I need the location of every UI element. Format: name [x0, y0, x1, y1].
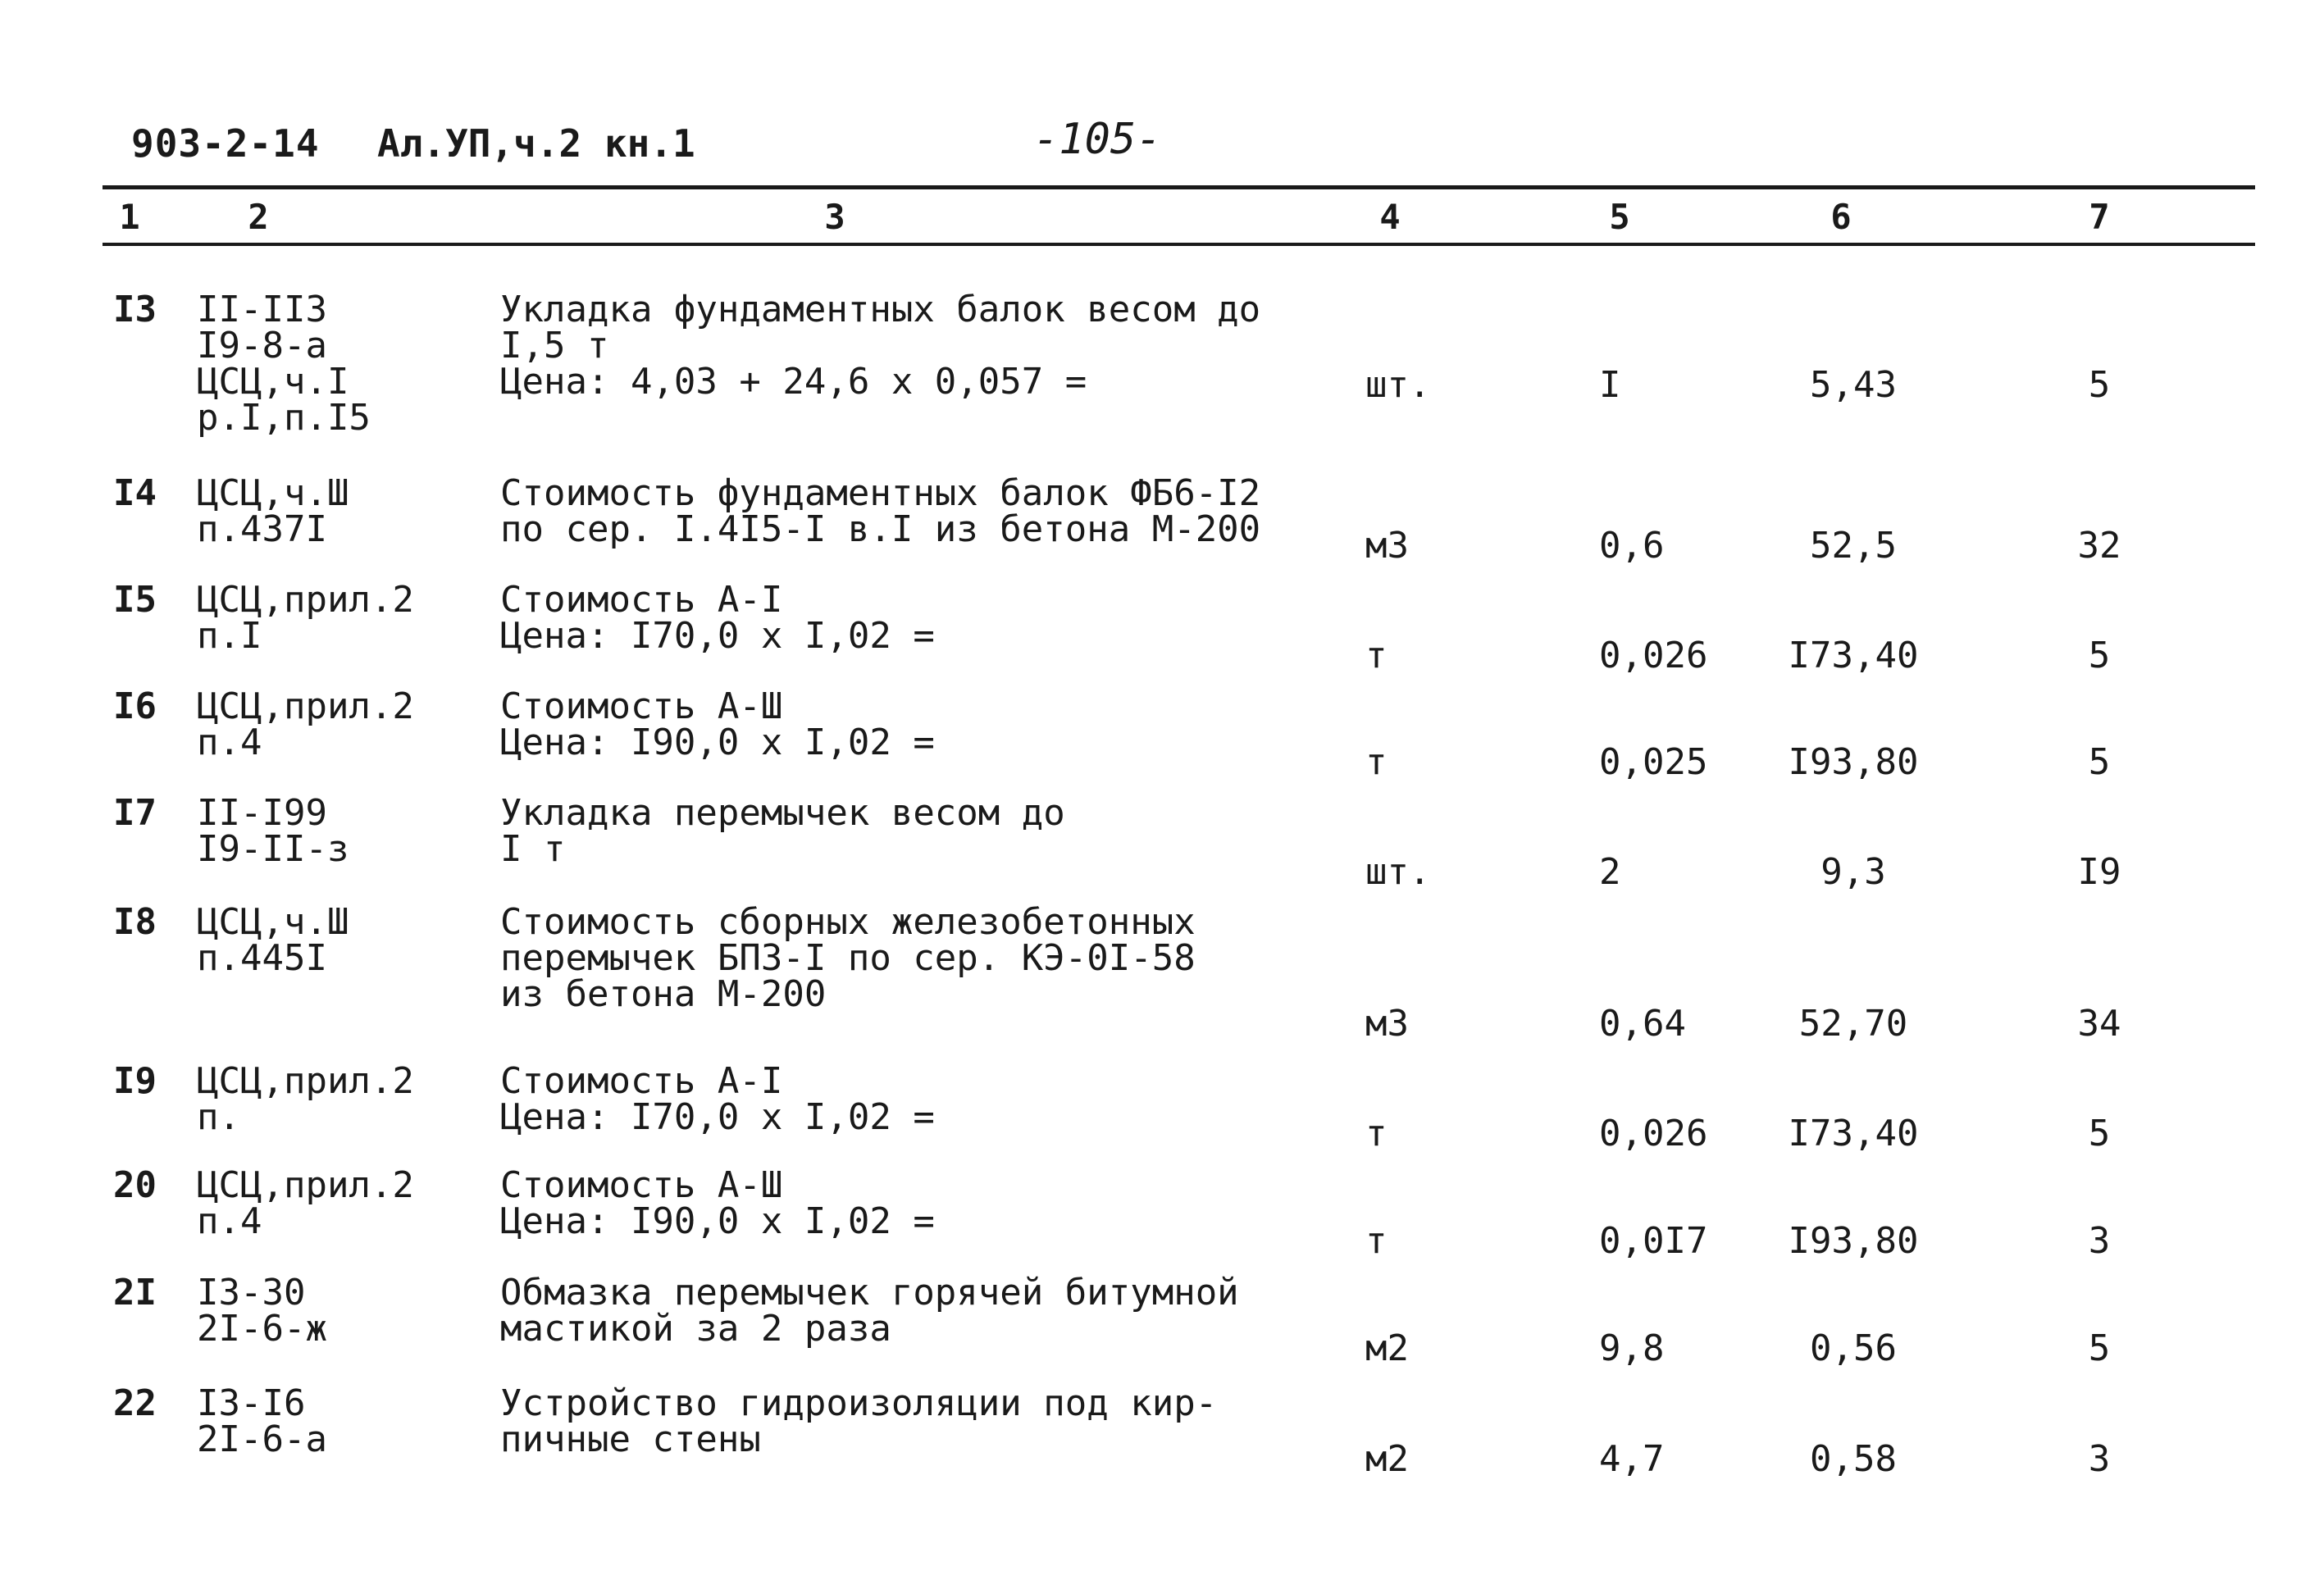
norm-reference-line: ЦСЦ,прил.2 [197, 685, 414, 727]
norm-reference-line: п.445I [197, 937, 327, 979]
column-header: 3 [824, 197, 845, 237]
quantity: 0,026 [1599, 1113, 1708, 1154]
unit-of-measure: шт. [1365, 851, 1431, 893]
unit-price: 0,58 [1810, 1438, 1897, 1480]
norm-reference [197, 1164, 414, 1242]
quantity: I [1599, 364, 1621, 406]
row-number: I5 [113, 579, 157, 621]
norm-reference [197, 1060, 414, 1138]
unit-of-measure: т [1365, 635, 1388, 676]
work-description [500, 1164, 935, 1242]
work-description-line: Цена: I90,0 х I,02 = [500, 722, 935, 763]
work-description-line: Стоимость фундаментных балок ФБ6-I2 [500, 472, 1261, 514]
album-reference: Ал.УП,ч.2 кн.1 [377, 121, 695, 166]
column-header: 2 [248, 197, 269, 237]
norm-reference-line: ЦСЦ,прил.2 [197, 579, 414, 621]
norm-reference-line: п.4 [197, 1200, 262, 1242]
work-description [500, 792, 1065, 870]
quantity: 0,0I7 [1599, 1220, 1708, 1262]
total-cost: 32 [2077, 525, 2121, 567]
work-description-line: Цена: I70,0 х I,02 = [500, 1096, 935, 1138]
norm-reference-line: 2I-6-а [197, 1418, 327, 1460]
work-description-line: Укладка перемычек весом до [500, 792, 1065, 834]
total-cost: 34 [2077, 1003, 2121, 1045]
work-description-line: I т [500, 828, 566, 870]
work-description [500, 901, 1196, 1015]
norm-reference-line: ЦСЦ,ч.Ш [197, 472, 349, 514]
work-description [500, 289, 1261, 403]
unit-of-measure: м3 [1365, 525, 1409, 567]
quantity: 4,7 [1599, 1438, 1665, 1480]
work-description-line: Цена: I90,0 х I,02 = [500, 1200, 935, 1242]
work-description-line: Стоимость А-Ш [500, 1164, 783, 1206]
work-description-line: Обмазка перемычек горячей битумной [500, 1272, 1239, 1314]
work-description-line: из бетона М-200 [500, 973, 827, 1015]
norm-reference-line: I3-I6 [197, 1382, 306, 1424]
unit-of-measure: м3 [1365, 1003, 1409, 1045]
row-number: I6 [113, 685, 157, 727]
quantity: 0,025 [1599, 741, 1708, 783]
total-cost: 5 [2088, 635, 2111, 676]
unit-of-measure: м2 [1365, 1327, 1409, 1369]
unit-of-measure: шт. [1365, 364, 1431, 406]
row-number: 20 [113, 1164, 157, 1206]
norm-reference-line: ЦСЦ,ч.I [197, 361, 349, 403]
work-description-line: мастикой за 2 раза [500, 1308, 891, 1350]
unit-of-measure: м2 [1365, 1438, 1409, 1480]
table-header-rule [103, 243, 2255, 246]
total-cost: 3 [2088, 1438, 2111, 1480]
row-number: I7 [113, 792, 157, 834]
document-code: 903-2-14 [131, 121, 320, 166]
work-description [500, 579, 935, 657]
table-top-rule [103, 185, 2255, 189]
total-cost: 3 [2088, 1220, 2111, 1262]
quantity: 0,026 [1599, 635, 1708, 676]
norm-reference [197, 901, 349, 979]
unit-of-measure: т [1365, 1113, 1388, 1154]
work-description-line: Стоимость А-Ш [500, 685, 783, 727]
page-number: -105- [1033, 115, 1162, 164]
norm-reference-line: п. [197, 1096, 240, 1138]
work-description-line: перемычек БПЗ-I по сер. КЭ-0I-58 [500, 937, 1196, 979]
total-cost: I9 [2077, 851, 2121, 893]
row-number: I3 [113, 289, 157, 330]
row-number: 2I [113, 1272, 157, 1314]
unit-of-measure: т [1365, 741, 1388, 783]
total-cost: 5 [2088, 1113, 2111, 1154]
norm-reference-line: п.437I [197, 508, 327, 550]
work-description [500, 1272, 1239, 1350]
norm-reference [197, 792, 349, 870]
norm-reference-line: ЦСЦ,прил.2 [197, 1164, 414, 1206]
work-description-line: I,5 т [500, 325, 609, 367]
work-description [500, 1060, 935, 1138]
quantity: 0,6 [1599, 525, 1665, 567]
unit-price: I73,40 [1788, 1113, 1919, 1154]
column-header: 7 [2089, 197, 2110, 237]
column-header: 1 [119, 197, 140, 237]
work-description-line: Укладка фундаментных балок весом до [500, 289, 1261, 330]
unit-price: 0,56 [1810, 1327, 1897, 1369]
work-description-line: Стоимость А-I [500, 1060, 783, 1102]
work-description-line: пичные стены [500, 1418, 761, 1460]
unit-price: 5,43 [1810, 364, 1897, 406]
column-header: 6 [1830, 197, 1852, 237]
norm-reference-line: ЦСЦ,ч.Ш [197, 901, 349, 943]
unit-price: 52,5 [1810, 525, 1897, 567]
row-number: I8 [113, 901, 157, 943]
norm-reference-line: п.I [197, 615, 262, 657]
total-cost: 5 [2088, 741, 2111, 783]
unit-price: I93,80 [1788, 1220, 1919, 1262]
quantity: 0,64 [1599, 1003, 1686, 1045]
norm-reference [197, 472, 349, 550]
unit-price: I73,40 [1788, 635, 1919, 676]
column-header: 4 [1379, 197, 1401, 237]
unit-price: 9,3 [1820, 851, 1886, 893]
norm-reference-line: р.I,п.I5 [197, 397, 371, 439]
quantity: 2 [1599, 851, 1621, 893]
column-header: 5 [1609, 197, 1630, 237]
norm-reference [197, 1382, 327, 1460]
work-description-line: Стоимость А-I [500, 579, 783, 621]
unit-of-measure: т [1365, 1220, 1388, 1262]
total-cost: 5 [2088, 1327, 2111, 1369]
norm-reference-line: ЦСЦ,прил.2 [197, 1060, 414, 1102]
row-number: 22 [113, 1382, 157, 1424]
norm-reference-line: II-II3 [197, 289, 327, 330]
norm-reference-line: п.4 [197, 722, 262, 763]
work-description-line: Цена: 4,03 + 24,6 х 0,057 = [500, 361, 1087, 403]
work-description [500, 1382, 1218, 1460]
column-header-row [0, 192, 2324, 241]
row-number: I4 [113, 472, 157, 514]
norm-reference-line: I3-30 [197, 1272, 306, 1314]
norm-reference-line: 2I-6-ж [197, 1308, 327, 1350]
work-description-line: Цена: I70,0 х I,02 = [500, 615, 935, 657]
norm-reference-line: I9-8-а [197, 325, 327, 367]
work-description-line: Стоимость сборных железобетонных [500, 901, 1196, 943]
norm-reference [197, 1272, 327, 1350]
work-description [500, 472, 1261, 550]
unit-price: 52,70 [1798, 1003, 1908, 1045]
work-description-line: Устройство гидроизоляции под кир- [500, 1382, 1218, 1424]
norm-reference-line: II-I99 [197, 792, 327, 834]
norm-reference [197, 685, 414, 763]
total-cost: 5 [2088, 364, 2111, 406]
norm-reference-line: I9-II-з [197, 828, 349, 870]
work-description-line: по сер. I.4I5-I в.I из бетона М-200 [500, 508, 1261, 550]
quantity: 9,8 [1599, 1327, 1665, 1369]
work-description [500, 685, 935, 763]
document-header [131, 115, 2263, 180]
norm-reference [197, 579, 414, 657]
row-number: I9 [113, 1060, 157, 1102]
norm-reference [197, 289, 371, 439]
unit-price: I93,80 [1788, 741, 1919, 783]
